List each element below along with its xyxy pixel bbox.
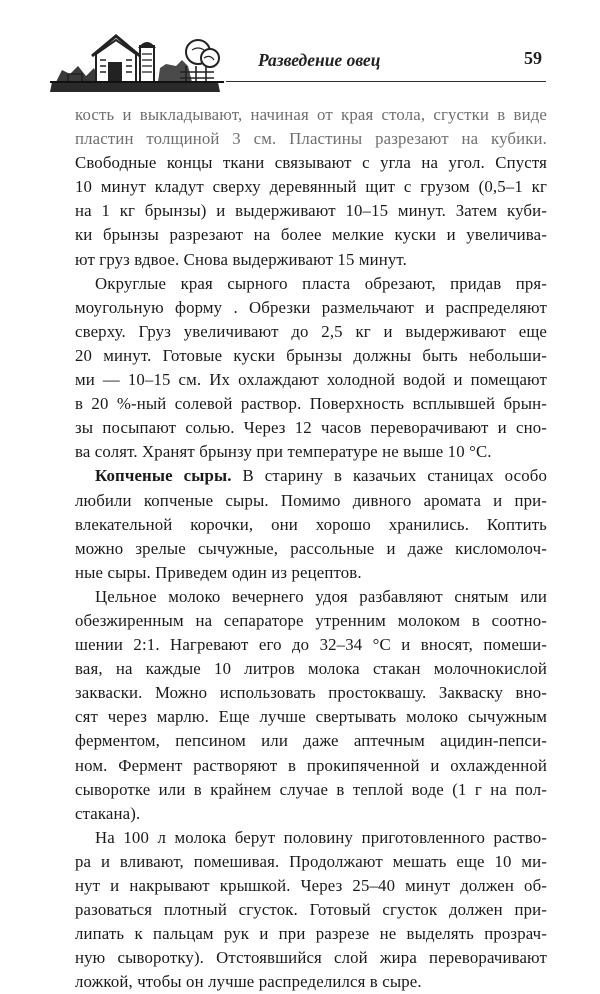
- text-line: сят через марлю. Еще лучше свертывать молоко сычужным: [75, 707, 547, 727]
- paragraph: [75, 585, 547, 826]
- text-line: моугольную форму . Обрезки размельчают и распределяют: [75, 297, 547, 317]
- text-line: ки брынзы разрезают на более мелкие куски и увеличива-: [75, 225, 547, 245]
- text-line: ра и вливают, помешивая. Продолжают мешать еще 10 ми-: [75, 851, 547, 871]
- text-line: ми — 10–15 см. Их охлаждают холодной водой и помещают: [75, 370, 547, 390]
- text-line: ферментом, пепсином или даже аптечным ацидин-пепси-: [75, 731, 547, 751]
- text-line: нут и накрывают крышкой. Через 25–40 минут должен об-: [75, 876, 547, 895]
- text-run: В старину в казачьих станицах особо: [231, 466, 548, 486]
- text-line: зы посыпают солью. Через 12 часов переворачивают и сно-: [75, 418, 547, 438]
- text-line: закваски. Можно использовать простоквашу. Закваску вно-: [75, 683, 547, 703]
- text-line: шении 2:1. Нагревают его до 32–34 °С и вносят, помеши-: [75, 635, 547, 655]
- text-line: Округлые края сырного пласта обрезают, придав пря-: [95, 273, 547, 293]
- text-line: обезжиренным на сепараторе утренним молоком в соотно-: [75, 610, 547, 630]
- paragraph: [75, 464, 547, 584]
- page-number: 59: [524, 48, 542, 68]
- text-line: липать к пальцам рук и при разрезе не выделять прозрач-: [75, 924, 547, 944]
- paragraph: [75, 272, 547, 465]
- text-line: Цельное молоко вечернего удоя разбавляют снятым или: [95, 586, 547, 606]
- text-line: 20 минут. Готовые куски брынзы должны быть небольши-: [75, 345, 547, 365]
- text-line: ложкой, чтобы он лучше распределился в сыре.: [75, 972, 422, 992]
- text-line: Свободные концы ткани связывают с угла на угол. Спустя: [75, 153, 547, 173]
- text-line: кость и выкладывают, начиная от края стола, сгустки в виде: [75, 105, 547, 124]
- text-line: влекательной корочки, они хорошо хранились. Коптить: [75, 514, 547, 534]
- text-line: 10 минут кладут сверху деревянный щит с грузом (0,5–1 кг: [75, 177, 547, 197]
- section-heading: Копченые сыры.: [95, 466, 232, 486]
- text-line: стакана).: [75, 803, 141, 823]
- header-rule: [226, 81, 546, 82]
- text-line: ные сыры. Приведем один из рецептов.: [75, 562, 362, 582]
- text-line: ном. Фермент растворяют в прокипяченной и охлажденной: [75, 755, 547, 775]
- text-line: разоваться плотный сгусток. Готовый сгусток должен при-: [75, 900, 547, 920]
- text-line: ва солят. Хранят брынзу при температуре не выше 10 °С.: [75, 442, 492, 462]
- page-body: [75, 103, 547, 994]
- text-line: сыворотке или в крайнем случае в теплой воде (1 г на пол-: [75, 779, 547, 799]
- text-line: пластин толщиной 3 см. Пластины разрезают на кубики.: [75, 129, 547, 149]
- text-line: в 20 %-ный солевой раствор. Поверхность всплывшей брын-: [75, 394, 547, 414]
- text-line: На 100 л молока берут половину приготовленного раство-: [95, 827, 547, 847]
- text-line: вая, на каждые 10 литров молока стакан молочнокислой: [75, 659, 547, 679]
- paragraph: [75, 826, 547, 994]
- text-line: сверху. Груз увеличивают до 2,5 кг и выдерживают еще: [75, 321, 547, 341]
- text-line: можно зрелые сычужные, рассольные и даже кисломолоч-: [75, 538, 547, 558]
- farm-illustration-icon: [48, 30, 226, 94]
- page-header: [38, 26, 552, 96]
- text-line: [75, 464, 547, 488]
- paragraph: [75, 103, 547, 272]
- text-line: ную сыворотку). Отстоявшийся слой жира переворачивают: [75, 948, 547, 968]
- running-title: Разведение овец: [258, 50, 381, 70]
- text-line: на 1 кг брынзы) и выдерживают 10–15 минут. Затем куби-: [75, 201, 547, 221]
- text-line: ют груз вдвое. Снова выдерживают 15 минут.: [75, 249, 407, 269]
- text-line: любили копченые сыры. Помимо дивного аромата и при-: [75, 490, 547, 510]
